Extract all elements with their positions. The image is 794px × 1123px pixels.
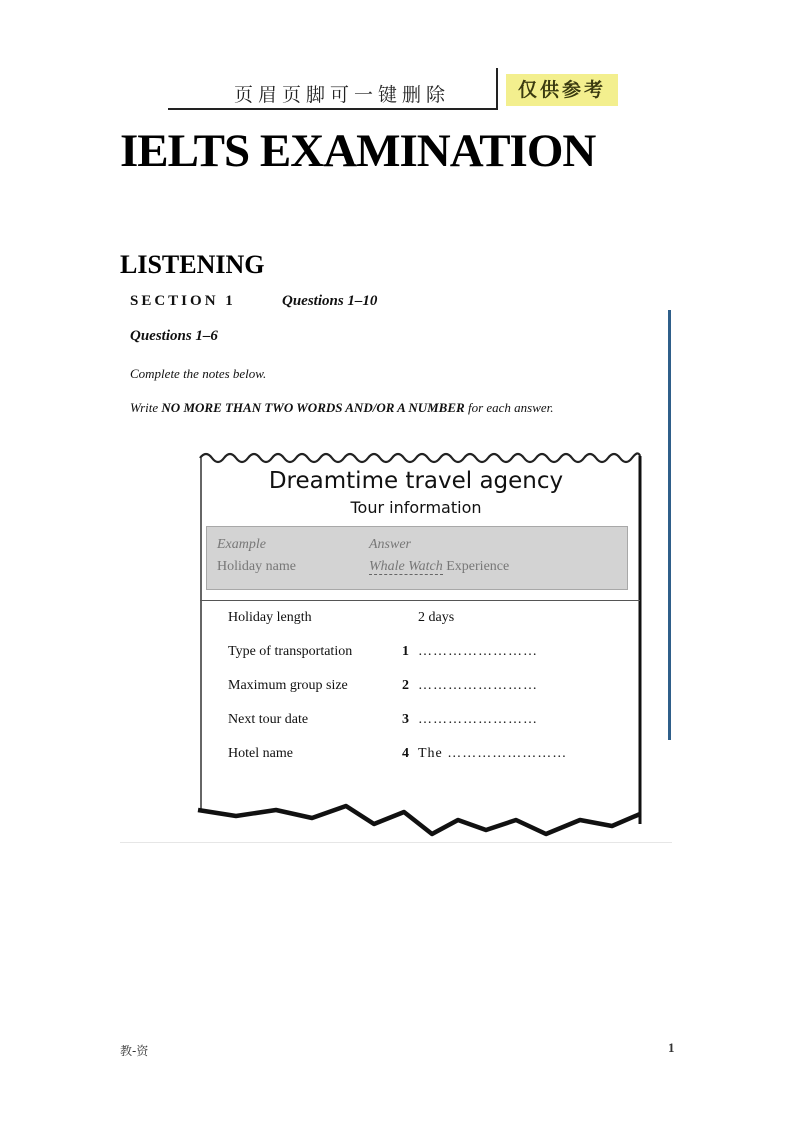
- section-questions: Questions 1–10: [282, 293, 378, 309]
- example-box: [206, 526, 628, 590]
- page-header: [168, 68, 622, 112]
- instruction-prefix: Write: [130, 400, 162, 415]
- row-label: Next tour date: [228, 712, 309, 727]
- page-number: 1: [668, 1040, 675, 1055]
- section-heading: LISTENING: [120, 250, 265, 279]
- section-label: SECTION 1: [130, 293, 236, 309]
- document-title: IELTS EXAMINATION: [120, 125, 596, 177]
- header-underline: [168, 108, 498, 110]
- row-number: 3: [402, 712, 409, 727]
- row-label: Type of transportation: [228, 644, 353, 659]
- example-answer-rest: Experience: [442, 559, 510, 574]
- answer-blank[interactable]: The ……………………: [418, 746, 568, 761]
- section-line: [130, 293, 378, 310]
- instruction-complete: Complete the notes below.: [130, 366, 267, 381]
- header-divider: [496, 68, 498, 110]
- example-label: Example: [217, 537, 266, 552]
- notes-title: Dreamtime travel agency: [268, 468, 564, 494]
- header-text: 页眉页脚可一键删除: [234, 84, 451, 106]
- example-answer-italic: Whale Watch: [369, 559, 443, 574]
- notes-subtitle: Tour information: [350, 498, 482, 517]
- answer-blank[interactable]: ……………………: [418, 712, 538, 727]
- row-label: Holiday length: [228, 610, 312, 625]
- answer-blank[interactable]: ……………………: [418, 678, 538, 693]
- footer-text: 教-资: [120, 1044, 149, 1058]
- figure-bottom-rule: [120, 842, 672, 843]
- instruction-word-limit: [130, 400, 554, 416]
- notes-divider: [200, 600, 640, 601]
- row-number: 1: [402, 644, 409, 659]
- header-badge: 仅供参考: [506, 74, 618, 106]
- row-label: Hotel name: [228, 746, 293, 761]
- question-range: Questions 1–6: [130, 328, 218, 344]
- row-label: Maximum group size: [228, 678, 348, 693]
- row-number: 4: [402, 746, 409, 761]
- example-answer: [369, 559, 509, 575]
- answer-blank[interactable]: ……………………: [418, 644, 538, 659]
- example-field-name: Holiday name: [217, 559, 296, 574]
- scan-edge-bar: [668, 310, 671, 740]
- row-answer: 2 days: [418, 610, 455, 625]
- instruction-suffix: for each answer.: [464, 400, 554, 415]
- row-number: 2: [402, 678, 409, 693]
- instruction-emphasis: NO MORE THAN TWO WORDS AND/OR A NUMBER: [161, 400, 465, 415]
- example-answer-label: Answer: [369, 537, 411, 552]
- notes-card: [196, 444, 646, 844]
